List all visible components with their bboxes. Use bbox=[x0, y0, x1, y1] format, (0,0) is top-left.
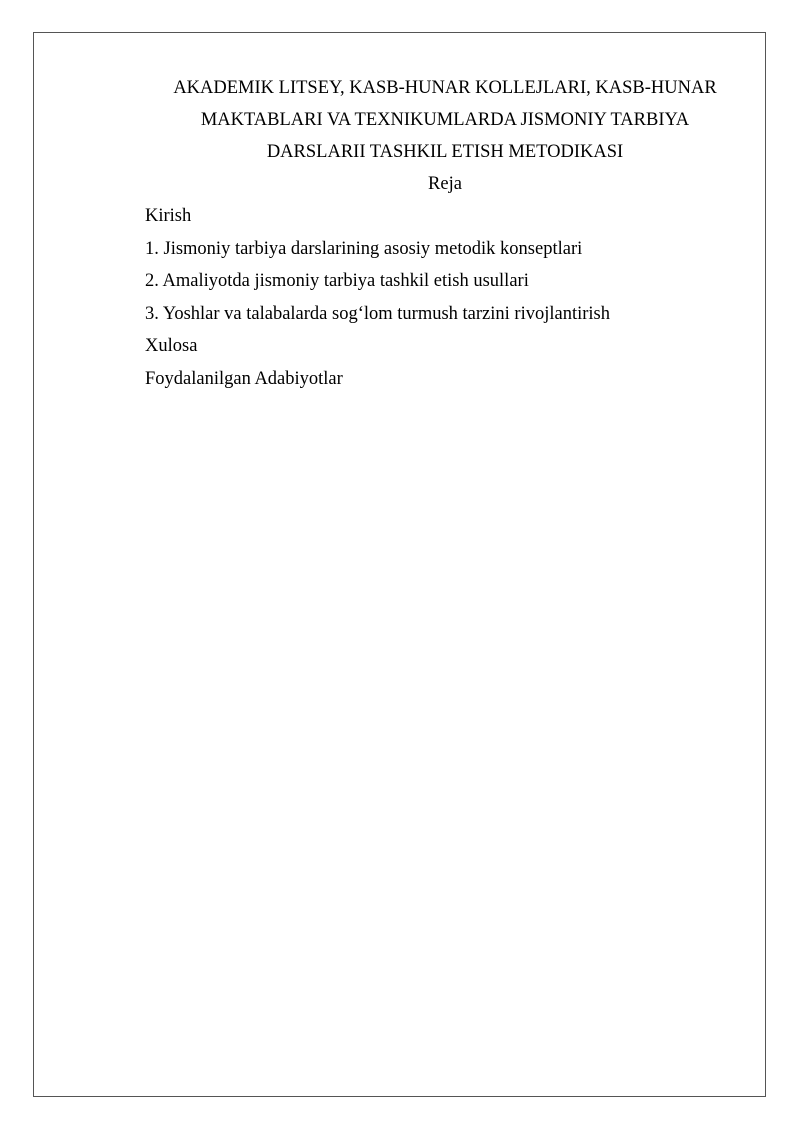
document-body bbox=[145, 72, 745, 395]
toc-item-conclusion: Xulosa bbox=[145, 336, 198, 356]
title-line-3: DARSLARII TASHKIL ETISH METODIKASI bbox=[266, 142, 624, 162]
toc-item-references: Foydalanilgan Adabiyotlar bbox=[145, 368, 343, 389]
toc-item-introduction: Kirish bbox=[145, 206, 192, 226]
title-line-2: MAKTABLARI VA TEXNIKUMLARDA JISMONIY TARBIYA bbox=[200, 110, 690, 130]
title-line-1: AKADEMIK LITSEY, KASB-HUNAR KOLLEJLARI, KASB-HUNAR bbox=[173, 78, 717, 98]
toc-item-1: 1. Jismoniy tarbiya darslarining asosiy metodik konseptlari bbox=[145, 238, 583, 259]
toc-item-3: 3. Yoshlar va talabalarda sog‘lom turmush tarzini rivojlantirish bbox=[145, 303, 610, 324]
document-title bbox=[145, 72, 745, 168]
toc-item-2: 2. Amaliyotda jismoniy tarbiya tashkil etish usullari bbox=[145, 271, 529, 291]
table-of-contents bbox=[145, 200, 745, 395]
plan-heading: Reja bbox=[428, 174, 462, 194]
